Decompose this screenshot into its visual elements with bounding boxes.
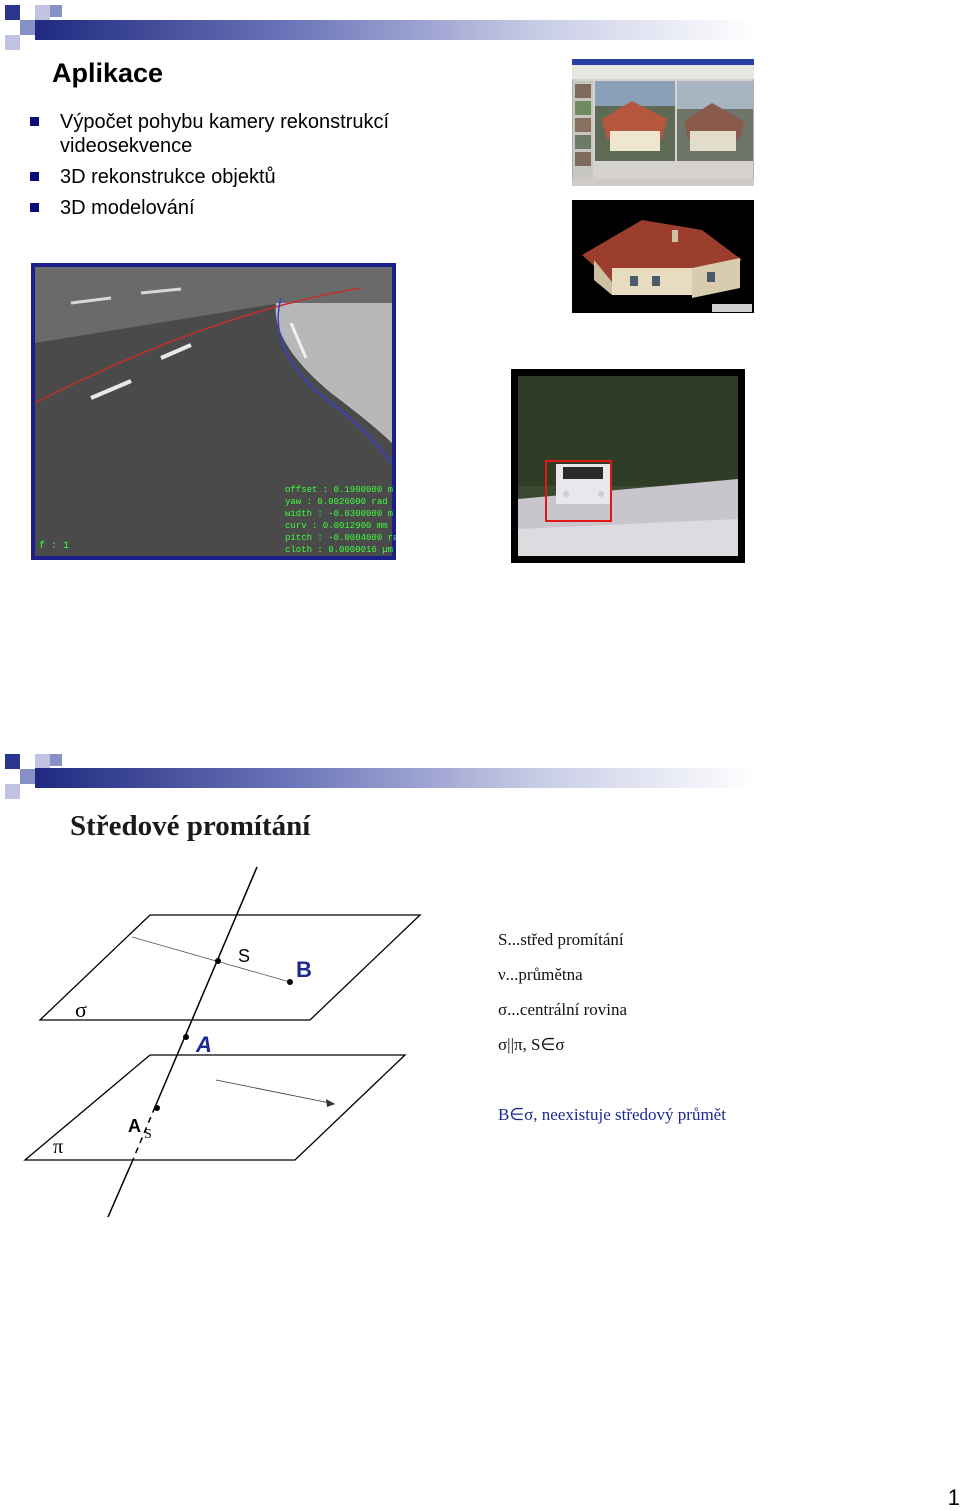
reconstruction-software-image bbox=[572, 59, 754, 186]
legend-item: S...střed promítání bbox=[498, 930, 624, 949]
legend bbox=[498, 930, 627, 1070]
bullet-list bbox=[30, 110, 460, 227]
bullet-item: 3D rekonstrukce objektů bbox=[30, 165, 460, 189]
corner-square-5 bbox=[50, 754, 62, 766]
overlay-line: curv : 0.0012900 mm bbox=[285, 521, 388, 531]
bullet-item: Výpočet pohybu kamery rekonstrukcí videosekvence bbox=[30, 110, 460, 158]
corner-square-3 bbox=[35, 754, 50, 769]
square-bullet-icon bbox=[30, 172, 39, 181]
overlay-line: yaw : 0.0026000 rad bbox=[285, 497, 388, 507]
house-3d-model-image bbox=[572, 200, 754, 313]
square-bullet-icon bbox=[30, 117, 39, 126]
page-number: 1 bbox=[947, 1485, 960, 1510]
corner-square-4 bbox=[5, 784, 20, 799]
label-A: A bbox=[196, 1032, 212, 1057]
corner-square-1 bbox=[5, 754, 20, 769]
corner-square-1 bbox=[5, 5, 20, 20]
corner-square-4 bbox=[5, 35, 20, 50]
label-A-s-subscript: S bbox=[144, 1127, 152, 1142]
corner-square-2 bbox=[20, 769, 35, 784]
square-bullet-icon bbox=[30, 203, 39, 212]
note-text: B∈σ, neexistuje středový průmět bbox=[498, 1105, 726, 1124]
label-B: B bbox=[296, 957, 312, 982]
central-projection-diagram bbox=[20, 862, 430, 1222]
overlay-line: width : -0.0300000 m bbox=[285, 509, 394, 519]
legend-item: ν...průmětna bbox=[498, 965, 583, 984]
road-lane-detection-image bbox=[31, 263, 396, 560]
overlay-line: offset : 0.1900000 m bbox=[285, 485, 394, 495]
label-pi: π bbox=[53, 1136, 64, 1158]
header-band bbox=[35, 768, 755, 788]
overlay-line: cloth : 0.0000016 µm bbox=[285, 545, 394, 555]
label-sigma: σ bbox=[75, 997, 87, 1022]
label-S: S bbox=[238, 946, 251, 966]
slide-title: Středové promítání bbox=[70, 810, 311, 842]
slide-title: Aplikace bbox=[52, 58, 164, 88]
label-A-s: A bbox=[128, 1116, 141, 1136]
header-band bbox=[35, 20, 755, 40]
frame-label: f : 1 bbox=[39, 541, 70, 552]
corner-square-2 bbox=[20, 20, 35, 35]
overlay-line: pitch : -0.0004000 rad bbox=[285, 533, 396, 543]
legend-item: σ||π, S∈σ bbox=[498, 1035, 565, 1054]
legend-item: σ...centrální rovina bbox=[498, 1000, 628, 1019]
bullet-item: 3D modelování bbox=[30, 196, 460, 220]
car-tracking-image bbox=[511, 369, 745, 563]
corner-square-3 bbox=[35, 5, 50, 20]
corner-square-5 bbox=[50, 5, 62, 17]
